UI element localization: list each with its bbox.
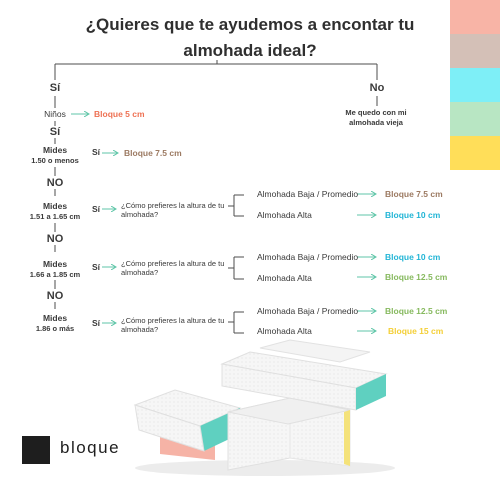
step2-no: NO xyxy=(46,233,64,245)
step3-yes: Sí xyxy=(92,262,101,272)
pillow-center xyxy=(228,398,350,470)
step2-opt1-result: Bloque 7.5 cm xyxy=(385,189,443,199)
square-logo-icon xyxy=(22,436,50,464)
step2-range: 1.51 a 1.65 cm xyxy=(29,212,81,221)
step3-no: NO xyxy=(46,290,64,302)
root-no-label: No xyxy=(369,82,385,94)
step3-range: 1.66 a 1.85 cm xyxy=(29,270,81,279)
root-yes-label: Sí xyxy=(49,82,61,94)
step4-range: 1.86 o más xyxy=(35,324,75,333)
brand-name: bloque xyxy=(60,438,121,457)
ninos-label: Niños xyxy=(44,109,66,119)
page-title: ¿Quieres que te ayudemos a encontar tu almohada ideal? xyxy=(85,15,415,60)
step3-opt2-label: Almohada Alta xyxy=(257,273,312,283)
step4-opt1-label: Almohada Baja / Promedio xyxy=(257,306,359,316)
step3-opt1-label: Almohada Baja / Promedio xyxy=(257,252,359,262)
step4-yes: Sí xyxy=(92,318,101,328)
ninos-yes-label: Sí xyxy=(49,126,61,138)
step2-yes: Sí xyxy=(92,204,101,214)
step4-question: ¿Cómo prefieres la altura de tu almohada? xyxy=(121,316,225,334)
step3-opt2-result: Bloque 12.5 cm xyxy=(385,272,448,282)
step3-opt1-result: Bloque 10 cm xyxy=(385,252,441,262)
step2-opt2-label: Almohada Alta xyxy=(257,210,312,220)
no-outcome-label: Me quedo con mi almohada vieja xyxy=(345,108,407,127)
step2-question: ¿Cómo prefieres la altura de tu almohada? xyxy=(121,201,225,219)
step2-mides: Mides xyxy=(42,201,68,211)
step1-yes: Sí xyxy=(92,147,101,157)
ninos-result: Bloque 5 cm xyxy=(94,109,145,119)
step4-opt2-label: Almohada Alta xyxy=(257,326,312,336)
step3-question: ¿Cómo prefieres la altura de tu almohada? xyxy=(121,259,225,277)
step1-range: 1.50 o menos xyxy=(31,156,79,165)
step1-result: Bloque 7.5 cm xyxy=(124,148,182,158)
step2-opt1-label: Almohada Baja / Promedio xyxy=(257,189,359,199)
step1-no: NO xyxy=(46,177,64,189)
step3-mides: Mides xyxy=(42,259,68,269)
step2-opt2-result: Bloque 10 cm xyxy=(385,210,441,220)
step1-mides: Mides xyxy=(42,145,68,155)
step4-opt2-result: Bloque 15 cm xyxy=(388,326,444,336)
step4-opt1-result: Bloque 12.5 cm xyxy=(385,306,448,316)
step4-mides: Mides xyxy=(42,313,68,323)
